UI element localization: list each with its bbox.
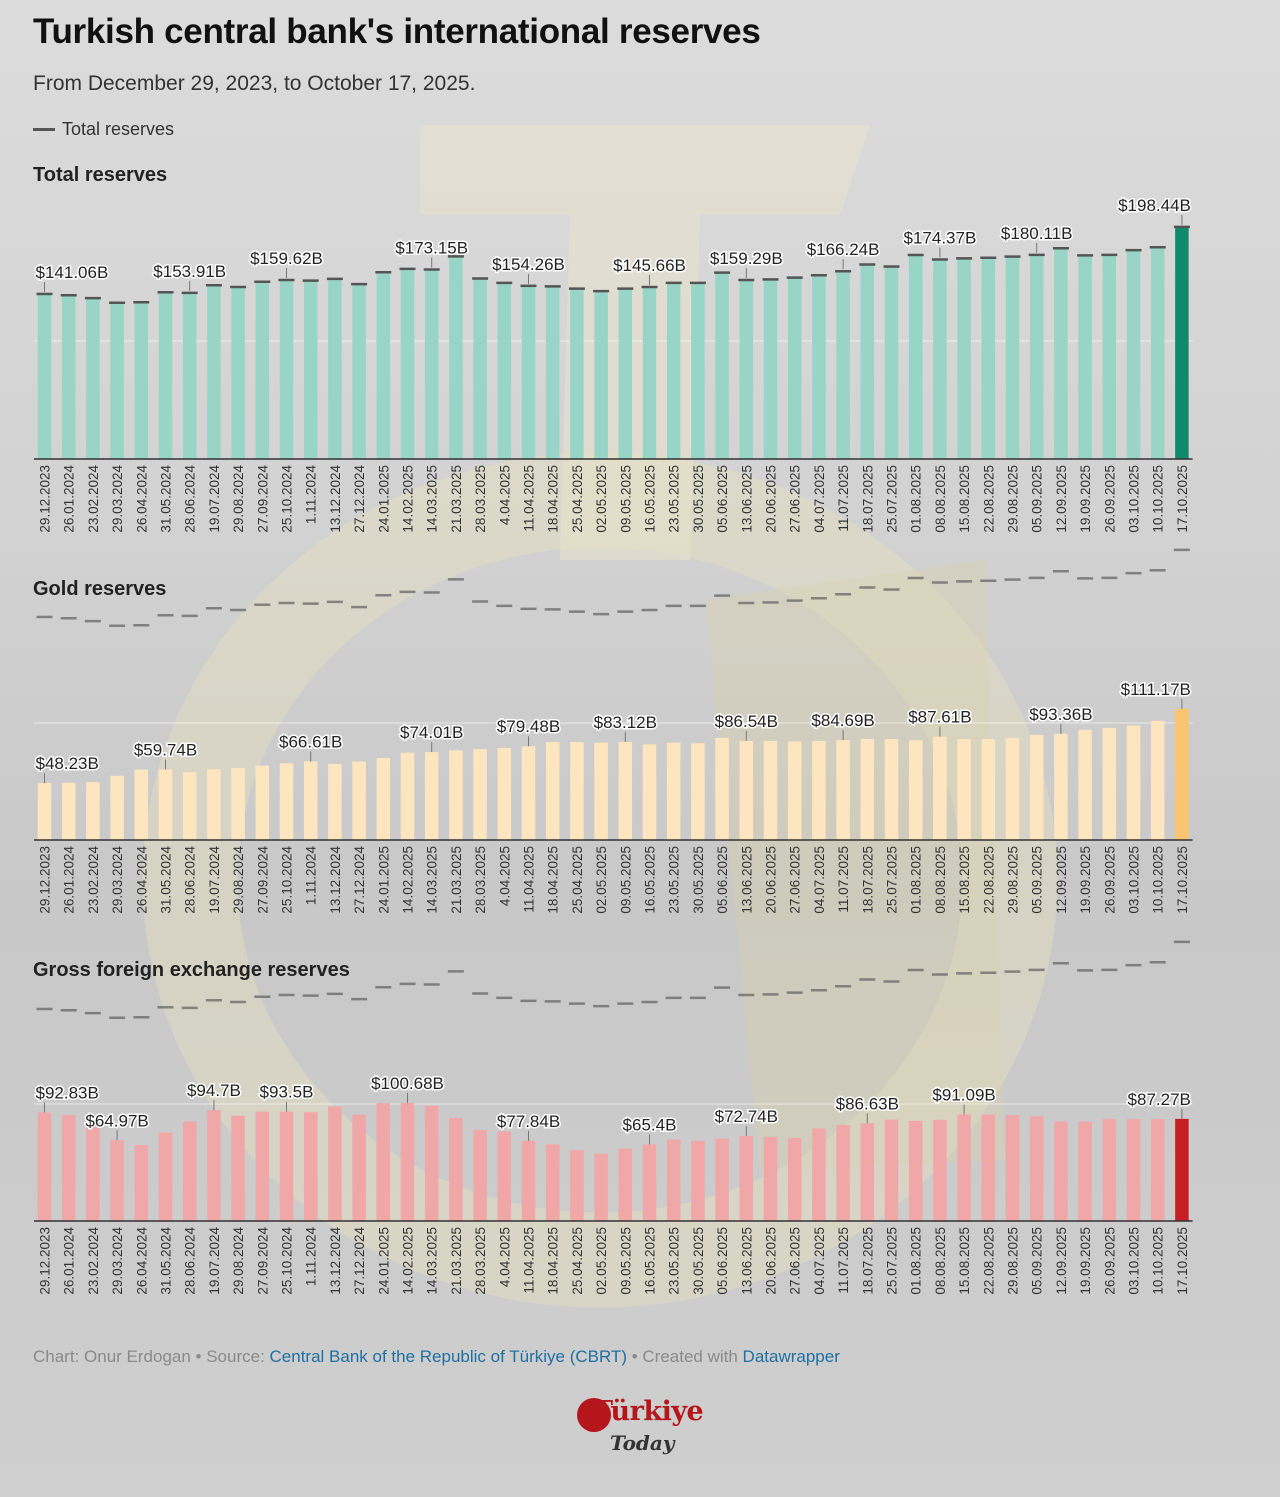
x-tick-label: 11.04.2025	[521, 1227, 537, 1294]
x-tick-label: 11.07.2025	[836, 465, 852, 532]
x-tick-label: 25.04.2025	[569, 1227, 585, 1295]
footer	[33, 1347, 840, 1367]
x-tick-label: 26.01.2024	[61, 846, 77, 914]
bar	[1054, 1122, 1068, 1221]
x-tick-label: 25.07.2025	[884, 846, 900, 914]
x-tick-label: 29.12.2023	[37, 465, 53, 533]
x-tick-label: 09.05.2025	[618, 846, 634, 914]
bar	[861, 1123, 875, 1221]
bar	[1078, 1122, 1092, 1221]
x-tick-label: 19.09.2025	[1078, 846, 1094, 914]
x-tick-label: 14.03.2025	[424, 846, 440, 914]
x-tick-label: 13.12.2024	[327, 1227, 343, 1295]
bar	[256, 1112, 269, 1221]
data-label: $111.17B	[1120, 679, 1191, 699]
x-tick-label: 18.07.2025	[860, 846, 876, 914]
x-tick-label: 31.05.2024	[158, 465, 174, 533]
bar	[352, 1115, 366, 1221]
data-label: $94.7B	[186, 1081, 241, 1101]
x-tick-label: 27.06.2025	[787, 465, 803, 533]
x-tick-label: 29.03.2024	[110, 846, 126, 914]
x-tick-label: 26.01.2024	[61, 1227, 77, 1295]
x-tick-label: 05.09.2025	[1029, 846, 1045, 914]
x-tick-label: 08.08.2025	[932, 1227, 948, 1295]
bar	[38, 1112, 52, 1221]
bar	[957, 1114, 971, 1221]
bar	[183, 1122, 197, 1221]
x-tick-label: 26.09.2025	[1102, 465, 1118, 533]
footer-middle: • Created with	[626, 1347, 743, 1366]
x-tick-label: 29.08.2025	[1005, 1227, 1021, 1295]
x-tick-label: 22.08.2025	[981, 1227, 997, 1295]
x-tick-label: 04.07.2025	[811, 846, 827, 914]
x-tick-label: 19.07.2024	[206, 846, 222, 914]
chart-title-gold: Gold reserves	[33, 578, 167, 600]
x-tick-label: 18.04.2025	[545, 846, 561, 914]
x-tick-label: 01.08.2025	[908, 465, 924, 533]
data-label: $92.83B	[35, 1083, 99, 1103]
data-label: $153.91B	[153, 261, 227, 281]
x-tick-label: 03.10.2025	[1126, 465, 1142, 533]
logo-sub: Today	[610, 1431, 675, 1455]
x-tick-label: 05.06.2025	[715, 465, 731, 533]
x-tick-label: 29.08.2024	[231, 846, 247, 914]
x-tick-label: 25.04.2025	[569, 846, 585, 914]
bar	[328, 1106, 342, 1221]
turkiye-today-logo	[575, 1396, 715, 1468]
bar	[522, 1141, 536, 1221]
bar	[1006, 1115, 1020, 1221]
x-tick-label: 16.05.2025	[642, 846, 658, 914]
x-tick-label: 1.11.2024	[303, 465, 319, 525]
x-tick-label: 4.04.2025	[497, 1227, 513, 1288]
bar	[570, 1150, 584, 1221]
data-label: $173.15B	[395, 238, 469, 258]
bar	[1030, 1116, 1044, 1221]
x-tick-label: 14.03.2025	[424, 465, 440, 533]
x-tick-label: 1.11.2024	[303, 846, 319, 906]
bar	[812, 1129, 826, 1221]
x-tick-label: 11.04.2025	[521, 465, 537, 532]
x-tick-label: 16.05.2025	[642, 465, 658, 533]
bar	[231, 1116, 245, 1221]
x-tick-label: 28.06.2024	[182, 1227, 198, 1295]
bar	[982, 1114, 996, 1221]
data-label: $159.29B	[709, 248, 783, 268]
x-tick-label: 26.01.2024	[61, 465, 77, 533]
x-tick-label: 19.07.2024	[206, 465, 222, 533]
x-tick-label: 23.02.2024	[85, 465, 101, 533]
bar	[401, 1103, 415, 1221]
bar	[740, 1136, 754, 1221]
data-label: $100.68B	[371, 1073, 444, 1093]
bar	[1175, 1119, 1189, 1221]
data-label: $145.66B	[613, 256, 686, 276]
x-tick-label: 25.10.2024	[279, 1227, 295, 1295]
x-tick-label: 30.05.2025	[690, 846, 706, 914]
x-tick-label: 21.03.2025	[448, 465, 464, 533]
data-label: $72.74B	[714, 1106, 778, 1126]
x-tick-label: 19.07.2024	[206, 1227, 222, 1295]
x-tick-label: 05.09.2025	[1029, 465, 1045, 533]
bar	[546, 1144, 560, 1221]
x-tick-label: 23.05.2025	[666, 846, 682, 914]
footer-prefix: Chart: Onur Erdogan • Source:	[33, 1347, 270, 1366]
bar	[667, 1140, 681, 1221]
bar	[764, 1137, 778, 1221]
x-tick-label: 29.08.2024	[231, 1227, 247, 1295]
x-tick-label: 26.09.2025	[1102, 846, 1118, 914]
data-label: $48.23B	[35, 754, 99, 774]
x-tick-label: 08.08.2025	[932, 846, 948, 914]
data-label: $91.09B	[932, 1085, 996, 1105]
x-tick-label: 13.12.2024	[327, 465, 343, 533]
x-tick-label: 24.01.2025	[376, 846, 392, 914]
bar	[594, 1154, 608, 1221]
x-tick-label: 15.08.2025	[957, 846, 973, 914]
bar	[449, 1118, 463, 1221]
bar	[885, 1120, 899, 1221]
x-tick-label: 29.12.2023	[37, 1227, 53, 1295]
data-label: $166.24B	[806, 240, 880, 260]
x-tick-label: 25.10.2024	[279, 846, 295, 914]
x-tick-label: 18.07.2025	[860, 465, 876, 533]
x-tick-label: 26.09.2025	[1102, 1227, 1118, 1295]
bar	[425, 1106, 439, 1221]
x-tick-label: 30.05.2025	[690, 465, 706, 533]
data-label: $84.69B	[811, 711, 875, 731]
page-title: Turkish central bank's international reserves	[33, 12, 761, 51]
data-label: $79.48B	[496, 717, 561, 737]
x-tick-label: 28.03.2025	[473, 846, 489, 914]
x-tick-label: 27.12.2024	[352, 465, 368, 533]
x-tick-label: 29.08.2025	[1005, 465, 1021, 533]
x-tick-label: 13.12.2024	[327, 846, 343, 914]
bar	[62, 1115, 75, 1221]
data-label: $64.97B	[85, 1111, 149, 1131]
data-label: $86.54B	[714, 711, 778, 731]
x-tick-label: 17.10.2025	[1174, 846, 1190, 914]
data-label: $74.01B	[400, 723, 464, 743]
x-tick-label: 15.08.2025	[957, 1227, 973, 1295]
x-tick-label: 02.05.2025	[594, 846, 610, 914]
x-tick-label: 29.03.2024	[110, 465, 126, 533]
x-tick-label: 27.09.2024	[255, 1227, 271, 1295]
x-tick-label: 25.07.2025	[884, 1227, 900, 1295]
x-tick-label: 20.06.2025	[763, 1227, 779, 1295]
x-tick-label: 18.04.2025	[545, 1227, 561, 1295]
x-tick-label: 04.07.2025	[811, 465, 827, 533]
data-label: $198.44B	[1118, 195, 1191, 215]
x-tick-label: 28.06.2024	[182, 465, 198, 533]
data-label: $77.84B	[496, 1111, 561, 1131]
x-tick-label: 01.08.2025	[908, 846, 924, 914]
x-tick-label: 20.06.2025	[763, 846, 779, 914]
x-tick-label: 30.05.2025	[690, 1227, 706, 1295]
bar	[1127, 1119, 1141, 1221]
x-tick-label: 17.10.2025	[1174, 1227, 1190, 1295]
bar	[788, 1138, 802, 1221]
x-tick-label: 13.06.2025	[739, 846, 755, 914]
bar	[280, 1112, 294, 1221]
data-label: $87.27B	[1127, 1089, 1191, 1109]
x-tick-label: 28.03.2025	[473, 464, 489, 533]
x-tick-label: 31.05.2024	[158, 846, 174, 914]
x-tick-label: 12.09.2025	[1053, 846, 1069, 914]
x-tick-label: 04.07.2025	[811, 1227, 827, 1295]
x-tick-label: 10.10.2025	[1150, 846, 1166, 914]
x-tick-label: 25.10.2024	[279, 465, 295, 533]
x-tick-label: 08.08.2025	[932, 465, 948, 533]
x-tick-label: 09.05.2025	[618, 1227, 634, 1295]
data-label: $65.4B	[622, 1115, 677, 1135]
legend-label: Total reserves	[62, 119, 175, 139]
bar	[110, 1140, 124, 1221]
x-tick-label: 05.06.2025	[715, 1227, 731, 1295]
x-tick-label: 13.06.2025	[739, 465, 755, 533]
bar	[1103, 1119, 1117, 1221]
data-label: $87.61B	[908, 707, 972, 727]
x-tick-label: 01.08.2025	[908, 1227, 924, 1295]
data-label: $86.63B	[835, 1094, 899, 1114]
x-tick-label: 23.05.2025	[666, 1227, 682, 1295]
bar	[498, 1131, 512, 1221]
x-tick-label: 14.02.2025	[400, 1227, 416, 1295]
x-tick-label: 23.02.2024	[85, 1227, 101, 1295]
x-tick-label: 02.05.2025	[594, 465, 610, 533]
chart-title-fx: Gross foreign exchange reserves	[33, 959, 350, 981]
x-tick-label: 13.06.2025	[739, 1227, 755, 1295]
x-tick-label: 26.04.2024	[134, 465, 150, 533]
x-tick-label: 14.02.2025	[400, 465, 416, 533]
x-tick-label: 27.06.2025	[787, 846, 803, 914]
bar	[909, 1121, 923, 1221]
logo-name: Türkiye	[593, 1396, 704, 1427]
bar	[207, 1110, 221, 1221]
x-tick-label: 05.09.2025	[1029, 1227, 1045, 1295]
data-label: $174.37B	[903, 228, 977, 248]
x-tick-label: 20.06.2025	[763, 465, 779, 533]
data-label: $93.5B	[259, 1082, 314, 1102]
data-label: $154.26B	[492, 254, 565, 274]
bar	[619, 1148, 633, 1221]
x-tick-label: 4.04.2025	[497, 465, 513, 526]
x-tick-label: 22.08.2025	[981, 846, 997, 914]
x-tick-label: 16.05.2025	[642, 1227, 658, 1295]
x-tick-label: 29.08.2025	[1005, 846, 1021, 914]
x-tick-label: 05.06.2025	[715, 846, 731, 914]
x-tick-label: 11.07.2025	[836, 1227, 852, 1294]
x-tick-label: 27.09.2024	[255, 846, 271, 914]
chart-title-total: Total reserves	[33, 164, 168, 186]
bar	[691, 1141, 705, 1221]
x-tick-label: 22.08.2025	[981, 465, 997, 533]
x-tick-label: 10.10.2025	[1150, 1227, 1166, 1295]
x-tick-label: 14.02.2025	[400, 846, 416, 914]
x-tick-label: 4.04.2025	[497, 846, 513, 907]
x-tick-label: 12.09.2025	[1053, 465, 1069, 533]
x-tick-label: 15.08.2025	[957, 465, 973, 533]
x-tick-label: 29.03.2024	[110, 1227, 126, 1295]
data-label: $159.62B	[250, 248, 323, 268]
x-tick-label: 31.05.2024	[158, 1227, 174, 1295]
x-tick-label: 25.07.2025	[884, 465, 900, 533]
x-tick-label: 10.10.2025	[1150, 465, 1166, 533]
bar	[473, 1130, 487, 1221]
x-tick-label: 21.03.2025	[448, 846, 464, 914]
bar	[715, 1139, 729, 1221]
x-tick-label: 27.12.2024	[352, 846, 368, 914]
x-tick-label: 11.07.2025	[836, 846, 852, 913]
x-tick-label: 23.05.2025	[666, 465, 682, 533]
x-tick-label: 03.10.2025	[1126, 846, 1142, 914]
data-label: $93.36B	[1029, 704, 1093, 724]
bar	[836, 1125, 850, 1221]
x-tick-label: 23.02.2024	[85, 846, 101, 914]
x-tick-label: 19.09.2025	[1078, 465, 1094, 533]
x-tick-label: 19.09.2025	[1078, 1227, 1094, 1295]
x-tick-label: 09.05.2025	[618, 465, 634, 533]
x-tick-label: 1.11.2024	[303, 1227, 319, 1287]
x-tick-label: 28.06.2024	[182, 846, 198, 914]
x-tick-label: 26.04.2024	[134, 846, 150, 914]
data-label: $83.12B	[593, 712, 657, 732]
bar	[933, 1120, 947, 1221]
x-tick-label: 28.03.2025	[473, 1227, 489, 1295]
data-label: $141.06B	[35, 262, 109, 282]
x-tick-label: 27.06.2025	[787, 1227, 803, 1295]
data-label: $66.61B	[279, 732, 343, 752]
x-tick-label: 21.03.2025	[448, 1227, 464, 1295]
x-tick-label: 18.04.2025	[545, 465, 561, 533]
source-link[interactable]: Central Bank of the Republic of Türkiye (CBRT)	[269, 1347, 627, 1366]
x-tick-label: 29.12.2023	[37, 846, 53, 914]
x-tick-label: 27.12.2024	[352, 1227, 368, 1295]
bar	[86, 1125, 100, 1221]
data-label: $180.11B	[1000, 223, 1073, 243]
x-tick-label: 18.07.2025	[860, 1227, 876, 1295]
bar	[1151, 1119, 1165, 1221]
bar	[135, 1145, 149, 1221]
x-tick-label: 24.01.2025	[376, 465, 392, 533]
x-tick-label: 14.03.2025	[424, 1227, 440, 1295]
x-tick-label: 25.04.2025	[569, 465, 585, 533]
x-tick-label: 27.09.2024	[255, 465, 271, 533]
page-subtitle: From December 29, 2023, to October 17, 2025.	[33, 72, 476, 95]
x-tick-label: 24.01.2025	[376, 1227, 392, 1295]
x-tick-label: 12.09.2025	[1053, 1227, 1069, 1295]
x-tick-label: 03.10.2025	[1126, 1227, 1142, 1295]
x-tick-label: 11.04.2025	[521, 846, 537, 913]
data-label: $59.74B	[133, 740, 198, 760]
bar	[159, 1133, 173, 1221]
x-tick-label: 02.05.2025	[594, 1227, 610, 1295]
datawrapper-link[interactable]: Datawrapper	[742, 1347, 840, 1366]
bar	[643, 1144, 657, 1221]
bar	[377, 1103, 391, 1221]
x-tick-label: 29.08.2024	[231, 465, 247, 533]
x-tick-label: 17.10.2025	[1174, 465, 1190, 533]
x-tick-label: 26.04.2024	[134, 1227, 150, 1295]
bar	[304, 1112, 318, 1221]
